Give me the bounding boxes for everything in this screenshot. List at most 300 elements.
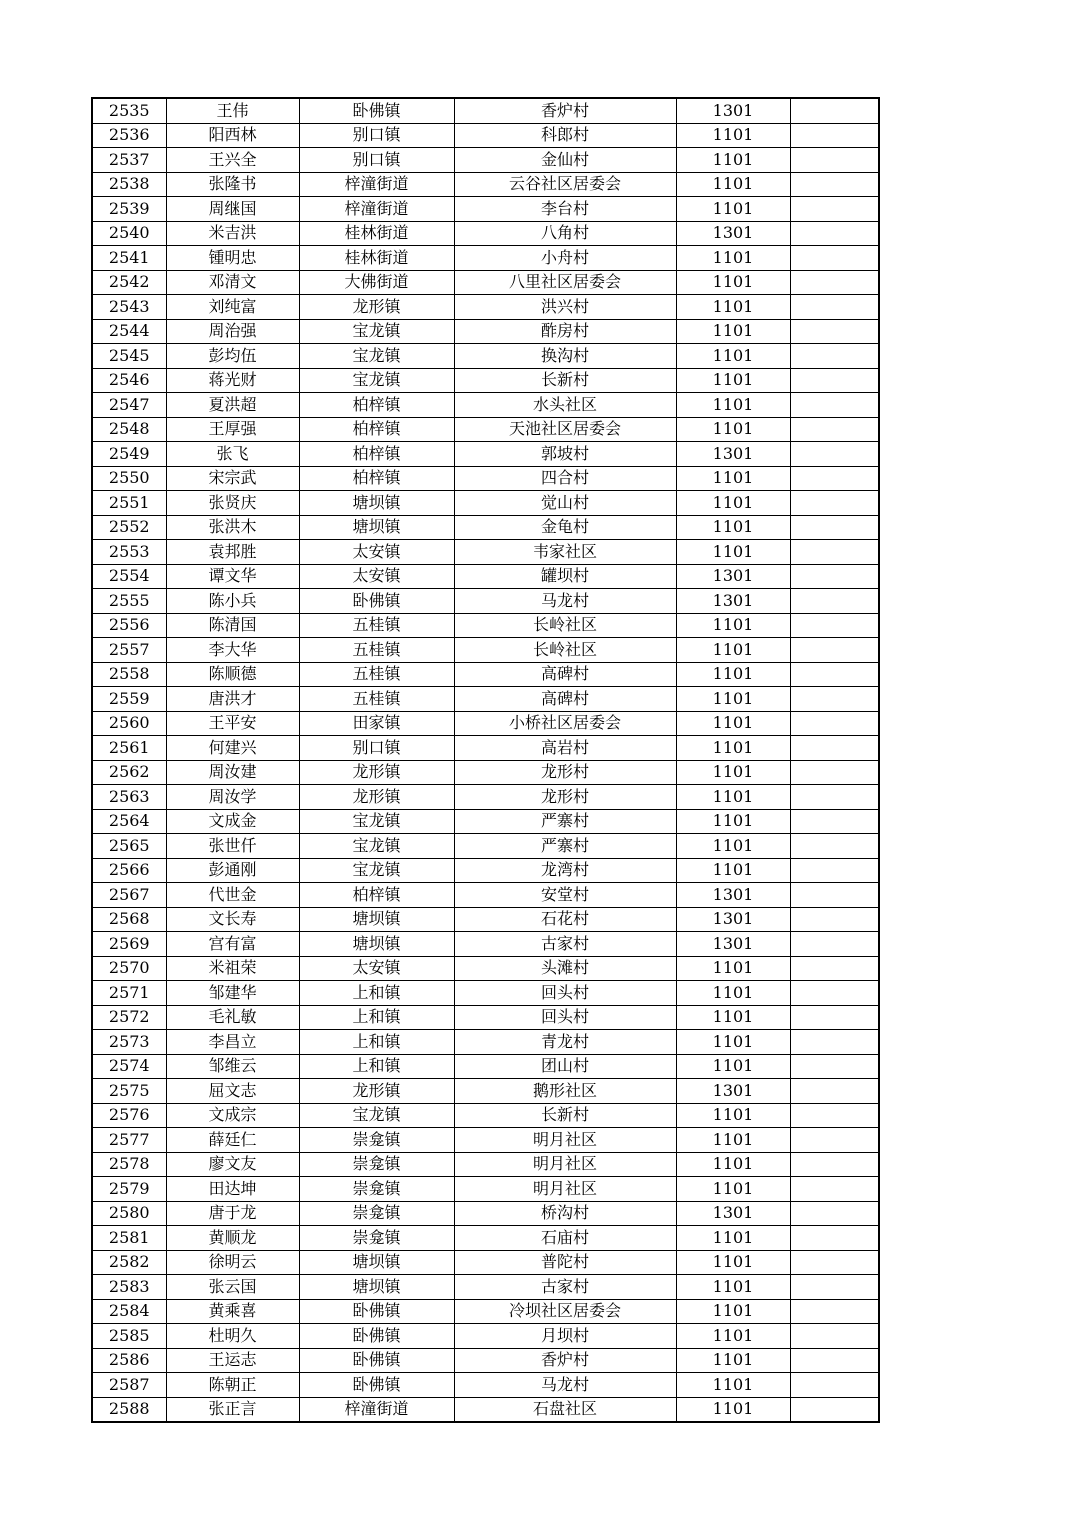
- town-cell: 梓潼街道: [299, 197, 454, 222]
- name-cell: 陈朝正: [166, 1373, 299, 1398]
- code-cell: 1101: [676, 172, 790, 197]
- town-cell: 梓潼街道: [299, 1397, 454, 1422]
- town-cell: 龙形镇: [299, 1079, 454, 1104]
- code-cell: 1101: [676, 834, 790, 859]
- town-cell: 崇龛镇: [299, 1177, 454, 1202]
- table-row: [92, 907, 879, 932]
- town-cell: 五桂镇: [299, 662, 454, 687]
- name-cell: 张隆书: [166, 172, 299, 197]
- table-row: [92, 417, 879, 442]
- town-cell: 柏梓镇: [299, 393, 454, 418]
- name-cell: 袁邦胜: [166, 540, 299, 565]
- village-cell: 科郎村: [454, 123, 676, 148]
- extra-cell: [790, 1152, 879, 1177]
- village-cell: 长岭社区: [454, 638, 676, 663]
- table-row: [92, 785, 879, 810]
- code-cell: 1101: [676, 1005, 790, 1030]
- extra-cell: [790, 711, 879, 736]
- serial-number-cell: 2559: [92, 687, 166, 712]
- town-cell: 柏梓镇: [299, 417, 454, 442]
- extra-cell: [790, 883, 879, 908]
- table-row: [92, 148, 879, 173]
- town-cell: 五桂镇: [299, 613, 454, 638]
- town-cell: 太安镇: [299, 564, 454, 589]
- serial-number-cell: 2542: [92, 270, 166, 295]
- town-cell: 宝龙镇: [299, 344, 454, 369]
- town-cell: 柏梓镇: [299, 883, 454, 908]
- village-cell: 石盘社区: [454, 1397, 676, 1422]
- table-row: [92, 442, 879, 467]
- name-cell: 米吉洪: [166, 221, 299, 246]
- serial-number-cell: 2575: [92, 1079, 166, 1104]
- village-cell: 桥沟村: [454, 1201, 676, 1226]
- extra-cell: [790, 687, 879, 712]
- name-cell: 陈小兵: [166, 589, 299, 614]
- code-cell: 1101: [676, 246, 790, 271]
- code-cell: 1101: [676, 417, 790, 442]
- table-row: [92, 172, 879, 197]
- extra-cell: [790, 221, 879, 246]
- serial-number-cell: 2537: [92, 148, 166, 173]
- village-cell: 明月社区: [454, 1152, 676, 1177]
- name-cell: 黄乘喜: [166, 1299, 299, 1324]
- town-cell: 太安镇: [299, 540, 454, 565]
- serial-number-cell: 2557: [92, 638, 166, 663]
- table-row: [92, 736, 879, 761]
- town-cell: 上和镇: [299, 1054, 454, 1079]
- town-cell: 别口镇: [299, 148, 454, 173]
- name-cell: 夏洪超: [166, 393, 299, 418]
- table-row: [92, 1005, 879, 1030]
- serial-number-cell: 2568: [92, 907, 166, 932]
- town-cell: 桂林街道: [299, 246, 454, 271]
- village-cell: 四合村: [454, 466, 676, 491]
- town-cell: 卧佛镇: [299, 1324, 454, 1349]
- village-cell: 青龙村: [454, 1030, 676, 1055]
- village-cell: 小舟村: [454, 246, 676, 271]
- name-cell: 谭文华: [166, 564, 299, 589]
- town-cell: 崇龛镇: [299, 1128, 454, 1153]
- name-cell: 邹建华: [166, 981, 299, 1006]
- extra-cell: [790, 270, 879, 295]
- extra-cell: [790, 466, 879, 491]
- name-cell: 邹维云: [166, 1054, 299, 1079]
- town-cell: 龙形镇: [299, 785, 454, 810]
- name-cell: 唐洪才: [166, 687, 299, 712]
- serial-number-cell: 2558: [92, 662, 166, 687]
- village-cell: 回头村: [454, 1005, 676, 1030]
- village-cell: 团山村: [454, 1054, 676, 1079]
- serial-number-cell: 2539: [92, 197, 166, 222]
- code-cell: 1101: [676, 319, 790, 344]
- code-cell: 1101: [676, 1054, 790, 1079]
- serial-number-cell: 2586: [92, 1348, 166, 1373]
- code-cell: 1101: [676, 1324, 790, 1349]
- table-row: [92, 1397, 879, 1422]
- town-cell: 崇龛镇: [299, 1201, 454, 1226]
- town-cell: 塘坝镇: [299, 1250, 454, 1275]
- extra-cell: [790, 417, 879, 442]
- serial-number-cell: 2577: [92, 1128, 166, 1153]
- name-cell: 薛廷仁: [166, 1128, 299, 1153]
- code-cell: 1101: [676, 687, 790, 712]
- table-row: [92, 1152, 879, 1177]
- name-cell: 代世金: [166, 883, 299, 908]
- village-cell: 高岩村: [454, 736, 676, 761]
- table-row: [92, 1128, 879, 1153]
- village-cell: 安堂村: [454, 883, 676, 908]
- town-cell: 别口镇: [299, 736, 454, 761]
- village-cell: 石花村: [454, 907, 676, 932]
- table-row: [92, 270, 879, 295]
- table-row: [92, 221, 879, 246]
- name-cell: 周继国: [166, 197, 299, 222]
- name-cell: 李大华: [166, 638, 299, 663]
- code-cell: 1101: [676, 393, 790, 418]
- name-cell: 米祖荣: [166, 956, 299, 981]
- serial-number-cell: 2572: [92, 1005, 166, 1030]
- serial-number-cell: 2564: [92, 809, 166, 834]
- table-row: [92, 295, 879, 320]
- extra-cell: [790, 246, 879, 271]
- code-cell: 1301: [676, 221, 790, 246]
- table-row: [92, 834, 879, 859]
- name-cell: 宫有富: [166, 932, 299, 957]
- serial-number-cell: 2556: [92, 613, 166, 638]
- town-cell: 上和镇: [299, 981, 454, 1006]
- table-body: [92, 98, 879, 1422]
- town-cell: 卧佛镇: [299, 98, 454, 123]
- serial-number-cell: 2566: [92, 858, 166, 883]
- extra-cell: [790, 1397, 879, 1422]
- code-cell: 1101: [676, 1177, 790, 1202]
- code-cell: 1101: [676, 540, 790, 565]
- serial-number-cell: 2546: [92, 368, 166, 393]
- serial-number-cell: 2553: [92, 540, 166, 565]
- table-row: [92, 1348, 879, 1373]
- code-cell: 1101: [676, 368, 790, 393]
- town-cell: 龙形镇: [299, 295, 454, 320]
- name-cell: 张世仟: [166, 834, 299, 859]
- serial-number-cell: 2563: [92, 785, 166, 810]
- village-cell: 石庙村: [454, 1226, 676, 1251]
- name-cell: 张贤庆: [166, 491, 299, 516]
- extra-cell: [790, 760, 879, 785]
- extra-cell: [790, 368, 879, 393]
- village-cell: 李台村: [454, 197, 676, 222]
- village-cell: 香炉村: [454, 98, 676, 123]
- table-row: [92, 956, 879, 981]
- code-cell: 1301: [676, 907, 790, 932]
- name-cell: 张飞: [166, 442, 299, 467]
- town-cell: 别口镇: [299, 123, 454, 148]
- table-row: [92, 344, 879, 369]
- serial-number-cell: 2583: [92, 1275, 166, 1300]
- name-cell: 廖文友: [166, 1152, 299, 1177]
- code-cell: 1301: [676, 1201, 790, 1226]
- extra-cell: [790, 295, 879, 320]
- town-cell: 太安镇: [299, 956, 454, 981]
- code-cell: 1101: [676, 662, 790, 687]
- serial-number-cell: 2536: [92, 123, 166, 148]
- town-cell: 卧佛镇: [299, 1373, 454, 1398]
- table-row: [92, 564, 879, 589]
- extra-cell: [790, 1299, 879, 1324]
- town-cell: 桂林街道: [299, 221, 454, 246]
- extra-cell: [790, 1128, 879, 1153]
- town-cell: 卧佛镇: [299, 589, 454, 614]
- serial-number-cell: 2585: [92, 1324, 166, 1349]
- name-cell: 何建兴: [166, 736, 299, 761]
- extra-cell: [790, 393, 879, 418]
- extra-cell: [790, 613, 879, 638]
- serial-number-cell: 2584: [92, 1299, 166, 1324]
- village-cell: 香炉村: [454, 1348, 676, 1373]
- code-cell: 1101: [676, 148, 790, 173]
- code-cell: 1301: [676, 932, 790, 957]
- village-cell: 龙湾村: [454, 858, 676, 883]
- extra-cell: [790, 1250, 879, 1275]
- name-cell: 周治强: [166, 319, 299, 344]
- extra-cell: [790, 736, 879, 761]
- name-cell: 王运志: [166, 1348, 299, 1373]
- extra-cell: [790, 1005, 879, 1030]
- name-cell: 蒋光财: [166, 368, 299, 393]
- name-cell: 刘纯富: [166, 295, 299, 320]
- serial-number-cell: 2548: [92, 417, 166, 442]
- code-cell: 1101: [676, 295, 790, 320]
- village-cell: 八角村: [454, 221, 676, 246]
- code-cell: 1101: [676, 1226, 790, 1251]
- village-cell: 头滩村: [454, 956, 676, 981]
- village-cell: 冷坝社区居委会: [454, 1299, 676, 1324]
- code-cell: 1101: [676, 123, 790, 148]
- code-cell: 1101: [676, 197, 790, 222]
- code-cell: 1101: [676, 736, 790, 761]
- extra-cell: [790, 442, 879, 467]
- village-cell: 普陀村: [454, 1250, 676, 1275]
- village-cell: 八里社区居委会: [454, 270, 676, 295]
- table-row: [92, 760, 879, 785]
- code-cell: 1101: [676, 1299, 790, 1324]
- code-cell: 1101: [676, 466, 790, 491]
- extra-cell: [790, 907, 879, 932]
- table-row: [92, 1299, 879, 1324]
- table-row: [92, 466, 879, 491]
- serial-number-cell: 2551: [92, 491, 166, 516]
- village-cell: 高碑村: [454, 687, 676, 712]
- name-cell: 文长寿: [166, 907, 299, 932]
- village-cell: 洪兴村: [454, 295, 676, 320]
- table-row: [92, 613, 879, 638]
- table-row: [92, 319, 879, 344]
- village-cell: 马龙村: [454, 1373, 676, 1398]
- village-cell: 小桥社区居委会: [454, 711, 676, 736]
- serial-number-cell: 2581: [92, 1226, 166, 1251]
- town-cell: 上和镇: [299, 1005, 454, 1030]
- code-cell: 1101: [676, 711, 790, 736]
- extra-cell: [790, 662, 879, 687]
- extra-cell: [790, 1079, 879, 1104]
- town-cell: 龙形镇: [299, 760, 454, 785]
- table-row: [92, 638, 879, 663]
- village-cell: 鹅形社区: [454, 1079, 676, 1104]
- extra-cell: [790, 809, 879, 834]
- village-cell: 高碑村: [454, 662, 676, 687]
- table-row: [92, 1103, 879, 1128]
- name-cell: 阳西林: [166, 123, 299, 148]
- town-cell: 宝龙镇: [299, 1103, 454, 1128]
- serial-number-cell: 2560: [92, 711, 166, 736]
- serial-number-cell: 2552: [92, 515, 166, 540]
- town-cell: 田家镇: [299, 711, 454, 736]
- village-cell: 古家村: [454, 1275, 676, 1300]
- name-cell: 周汝建: [166, 760, 299, 785]
- name-cell: 王平安: [166, 711, 299, 736]
- table-row: [92, 1201, 879, 1226]
- town-cell: 上和镇: [299, 1030, 454, 1055]
- code-cell: 1301: [676, 1079, 790, 1104]
- extra-cell: [790, 515, 879, 540]
- village-cell: 回头村: [454, 981, 676, 1006]
- name-cell: 王厚强: [166, 417, 299, 442]
- extra-cell: [790, 1348, 879, 1373]
- extra-cell: [790, 834, 879, 859]
- serial-number-cell: 2574: [92, 1054, 166, 1079]
- name-cell: 文成宗: [166, 1103, 299, 1128]
- table-row: [92, 1054, 879, 1079]
- village-cell: 龙形村: [454, 760, 676, 785]
- serial-number-cell: 2554: [92, 564, 166, 589]
- code-cell: 1101: [676, 809, 790, 834]
- table-row: [92, 1250, 879, 1275]
- serial-number-cell: 2561: [92, 736, 166, 761]
- serial-number-cell: 2550: [92, 466, 166, 491]
- village-cell: 龙形村: [454, 785, 676, 810]
- name-cell: 徐明云: [166, 1250, 299, 1275]
- name-cell: 王伟: [166, 98, 299, 123]
- town-cell: 塘坝镇: [299, 491, 454, 516]
- extra-cell: [790, 172, 879, 197]
- village-cell: 马龙村: [454, 589, 676, 614]
- name-cell: 李昌立: [166, 1030, 299, 1055]
- village-cell: 长岭社区: [454, 613, 676, 638]
- extra-cell: [790, 98, 879, 123]
- code-cell: 1101: [676, 515, 790, 540]
- code-cell: 1101: [676, 1030, 790, 1055]
- name-cell: 张云国: [166, 1275, 299, 1300]
- town-cell: 塘坝镇: [299, 1275, 454, 1300]
- table-row: [92, 858, 879, 883]
- code-cell: 1101: [676, 1250, 790, 1275]
- table-row: [92, 1324, 879, 1349]
- village-cell: 严寨村: [454, 834, 676, 859]
- extra-cell: [790, 148, 879, 173]
- village-cell: 金龟村: [454, 515, 676, 540]
- extra-cell: [790, 491, 879, 516]
- serial-number-cell: 2541: [92, 246, 166, 271]
- code-cell: 1101: [676, 1348, 790, 1373]
- name-cell: 邓清文: [166, 270, 299, 295]
- table-row: [92, 809, 879, 834]
- code-cell: 1301: [676, 442, 790, 467]
- code-cell: 1101: [676, 1152, 790, 1177]
- code-cell: 1101: [676, 491, 790, 516]
- serial-number-cell: 2549: [92, 442, 166, 467]
- table-row: [92, 123, 879, 148]
- village-cell: 郭坡村: [454, 442, 676, 467]
- table-row: [92, 1226, 879, 1251]
- code-cell: 1101: [676, 1275, 790, 1300]
- serial-number-cell: 2555: [92, 589, 166, 614]
- village-cell: 天池社区居委会: [454, 417, 676, 442]
- name-cell: 彭通刚: [166, 858, 299, 883]
- extra-cell: [790, 1054, 879, 1079]
- code-cell: 1301: [676, 98, 790, 123]
- village-cell: 古家村: [454, 932, 676, 957]
- serial-number-cell: 2588: [92, 1397, 166, 1422]
- village-cell: 明月社区: [454, 1128, 676, 1153]
- serial-number-cell: 2543: [92, 295, 166, 320]
- table-row: [92, 1177, 879, 1202]
- village-cell: 严寨村: [454, 809, 676, 834]
- code-cell: 1101: [676, 344, 790, 369]
- town-cell: 崇龛镇: [299, 1152, 454, 1177]
- serial-number-cell: 2580: [92, 1201, 166, 1226]
- table-row: [92, 1079, 879, 1104]
- village-cell: 水头社区: [454, 393, 676, 418]
- serial-number-cell: 2582: [92, 1250, 166, 1275]
- code-cell: 1101: [676, 1128, 790, 1153]
- extra-cell: [790, 858, 879, 883]
- code-cell: 1101: [676, 785, 790, 810]
- serial-number-cell: 2540: [92, 221, 166, 246]
- serial-number-cell: 2535: [92, 98, 166, 123]
- table-row: [92, 540, 879, 565]
- serial-number-cell: 2565: [92, 834, 166, 859]
- code-cell: 1101: [676, 981, 790, 1006]
- town-cell: 宝龙镇: [299, 368, 454, 393]
- table-row: [92, 393, 879, 418]
- serial-number-cell: 2570: [92, 956, 166, 981]
- town-cell: 五桂镇: [299, 687, 454, 712]
- code-cell: 1101: [676, 613, 790, 638]
- name-cell: 彭均伍: [166, 344, 299, 369]
- extra-cell: [790, 638, 879, 663]
- code-cell: 1101: [676, 270, 790, 295]
- extra-cell: [790, 981, 879, 1006]
- table-row: [92, 1030, 879, 1055]
- extra-cell: [790, 956, 879, 981]
- extra-cell: [790, 1177, 879, 1202]
- extra-cell: [790, 540, 879, 565]
- name-cell: 张正言: [166, 1397, 299, 1422]
- extra-cell: [790, 1201, 879, 1226]
- name-cell: 锺明忠: [166, 246, 299, 271]
- code-cell: 1301: [676, 589, 790, 614]
- village-cell: 换沟村: [454, 344, 676, 369]
- table-row: [92, 246, 879, 271]
- extra-cell: [790, 319, 879, 344]
- name-cell: 田达坤: [166, 1177, 299, 1202]
- table-row: [92, 589, 879, 614]
- table-row: [92, 515, 879, 540]
- table-row: [92, 368, 879, 393]
- village-cell: 觉山村: [454, 491, 676, 516]
- table-row: [92, 1275, 879, 1300]
- village-cell: 长新村: [454, 1103, 676, 1128]
- village-cell: 韦家社区: [454, 540, 676, 565]
